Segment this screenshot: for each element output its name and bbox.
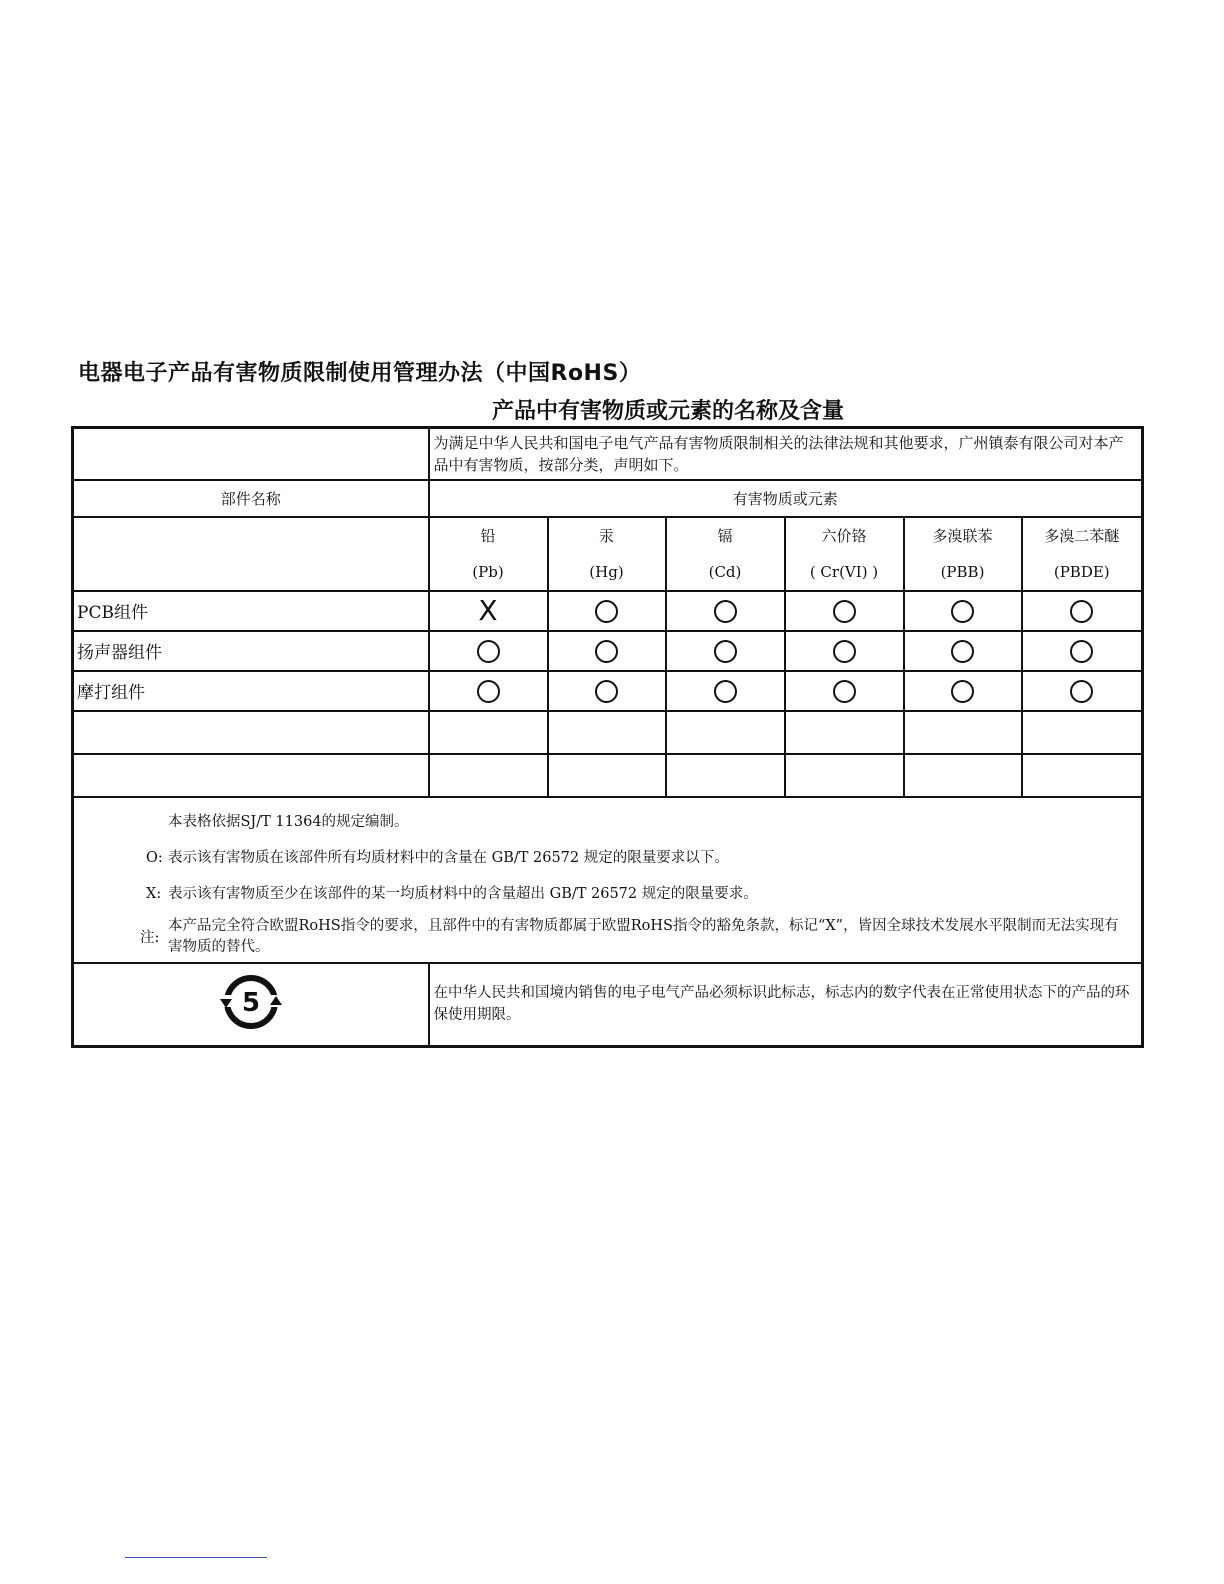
substance-names-row [73,517,1143,591]
substance-cell [548,517,666,591]
part-name: PCB组件 [73,591,429,631]
substance-symbol: (Pb) [472,562,504,581]
substance-symbol: (Cd) [708,562,742,581]
substance-header: 有害物质或元素 [429,480,1143,517]
compliant-circle-icon [477,680,500,703]
substance-symbol: (PBB) [940,562,985,581]
part-name: 摩打组件 [73,671,429,711]
table-row [73,671,1143,711]
substance-name: 铅 [480,526,496,545]
table-row [73,754,1143,797]
compliant-circle-icon [595,600,618,623]
note-x-prefix: X: [146,885,162,902]
compliant-circle-icon [595,680,618,703]
compliance-mark [904,711,1022,754]
compliant-circle-icon [1070,600,1093,623]
compliance-mark [904,591,1022,631]
part-name [73,754,429,797]
efup-statement: 在中华人民共和国境内销售的电子电气产品必须标识此标志，标志内的数字代表在正常使用状态下的产品的环保使用期限。 [429,963,1143,1047]
compliance-mark [548,671,666,711]
compliant-circle-icon [1070,640,1093,663]
footnote-rule [125,1557,267,1558]
notes-section [73,797,1143,963]
compliance-mark [1022,631,1143,671]
compliance-mark [666,631,785,671]
compliance-mark [666,671,785,711]
note-o-prefix: O: [146,849,163,866]
substance-name: 汞 [598,526,614,545]
part-name [73,711,429,754]
compliance-mark [429,631,548,671]
note-o-text: 表示该有害物质在该部件所有均质材料中的含量在 GB/T 26572 规定的限量要求以下。 [168,849,729,866]
note-o [146,840,1131,876]
efup-logo-cell [73,963,429,1047]
compliance-mark [1022,591,1143,631]
intro-statement: 为满足中华人民共和国电子电气产品有害物质限制相关的法律法规和其他要求，广州镇泰有限公司对本产品中有害物质，按部分类，声明如下。 [429,428,1143,480]
table-row [73,591,1143,631]
substance-cell [666,517,785,591]
compliance-mark [1022,711,1143,754]
note-remark-text: 本产品完全符合欧盟RoHS指令的要求，且部件中的有害物质都属于欧盟RoHS指令的豁免条款，标记“X”，皆因全球技术发展水平限制而无法实现有害物质的替代。 [168,917,1119,955]
substance-name: 镉 [717,526,733,545]
compliance-mark [785,631,904,671]
substance-name: 多溴联苯 [932,526,993,545]
compliance-mark [904,754,1022,797]
compliance-mark [1022,671,1143,711]
compliance-mark [904,671,1022,711]
compliance-mark [666,591,785,631]
compliant-circle-icon [714,680,737,703]
efup-number: 5 [241,988,260,1019]
compliant-circle-icon [1070,680,1093,703]
substance-name: 多溴二苯醚 [1044,526,1120,545]
substance-cell [1022,517,1143,591]
table-title: 产品中有害物质或元素的名称及含量 [491,399,844,424]
substance-symbol: (PBDE) [1053,562,1110,581]
note-remark-prefix: 注: [140,929,160,946]
compliance-mark [548,591,666,631]
hazardous-substances-table [71,426,1144,1048]
compliance-mark [785,671,904,711]
blank-substance-cell [73,517,429,591]
part-name: 扬声器组件 [73,631,429,671]
note-x-text: 表示该有害物质至少在该部件的某一均质材料中的含量超出 GB/T 26572 规定的限量要求。 [168,885,758,902]
document-title: 电器电子产品有害物质限制使用管理办法（中国RoHS） [78,361,642,386]
compliant-circle-icon [951,640,974,663]
compliant-circle-icon [714,640,737,663]
compliance-mark [666,711,785,754]
compliance-mark [429,671,548,711]
note-x [146,876,1131,912]
compliance-mark [785,711,904,754]
environment-protection-use-period-icon [218,971,284,1033]
compliance-mark [429,711,548,754]
compliant-circle-icon [833,640,856,663]
compliance-mark [785,754,904,797]
compliant-circle-icon [833,600,856,623]
compliance-mark [548,754,666,797]
compliant-circle-icon [714,600,737,623]
compliant-circle-icon [595,640,618,663]
substance-symbol: (Hg) [589,562,624,581]
substance-symbol: ( Cr(VI) ) [809,562,879,581]
compliant-circle-icon [833,680,856,703]
note-basis: 本表格依据SJ/T 11364的规定编制。 [168,813,409,830]
compliance-mark [1022,754,1143,797]
compliance-mark [904,631,1022,671]
compliant-circle-icon [477,640,500,663]
part-name-header: 部件名称 [73,480,429,517]
compliance-mark: X [429,591,548,631]
compliance-mark [548,711,666,754]
substance-cell [429,517,548,591]
compliance-mark [429,754,548,797]
compliant-circle-icon [951,680,974,703]
table-row [73,631,1143,671]
part-rows [73,591,1143,797]
blank-header-cell [73,428,429,480]
table-row [73,711,1143,754]
substance-name: 六价铬 [821,526,867,545]
compliant-circle-icon [951,600,974,623]
note-remark [140,916,1131,958]
compliance-mark [666,754,785,797]
substance-cell [785,517,904,591]
substance-cell [904,517,1022,591]
compliance-mark [548,631,666,671]
compliance-mark [785,591,904,631]
